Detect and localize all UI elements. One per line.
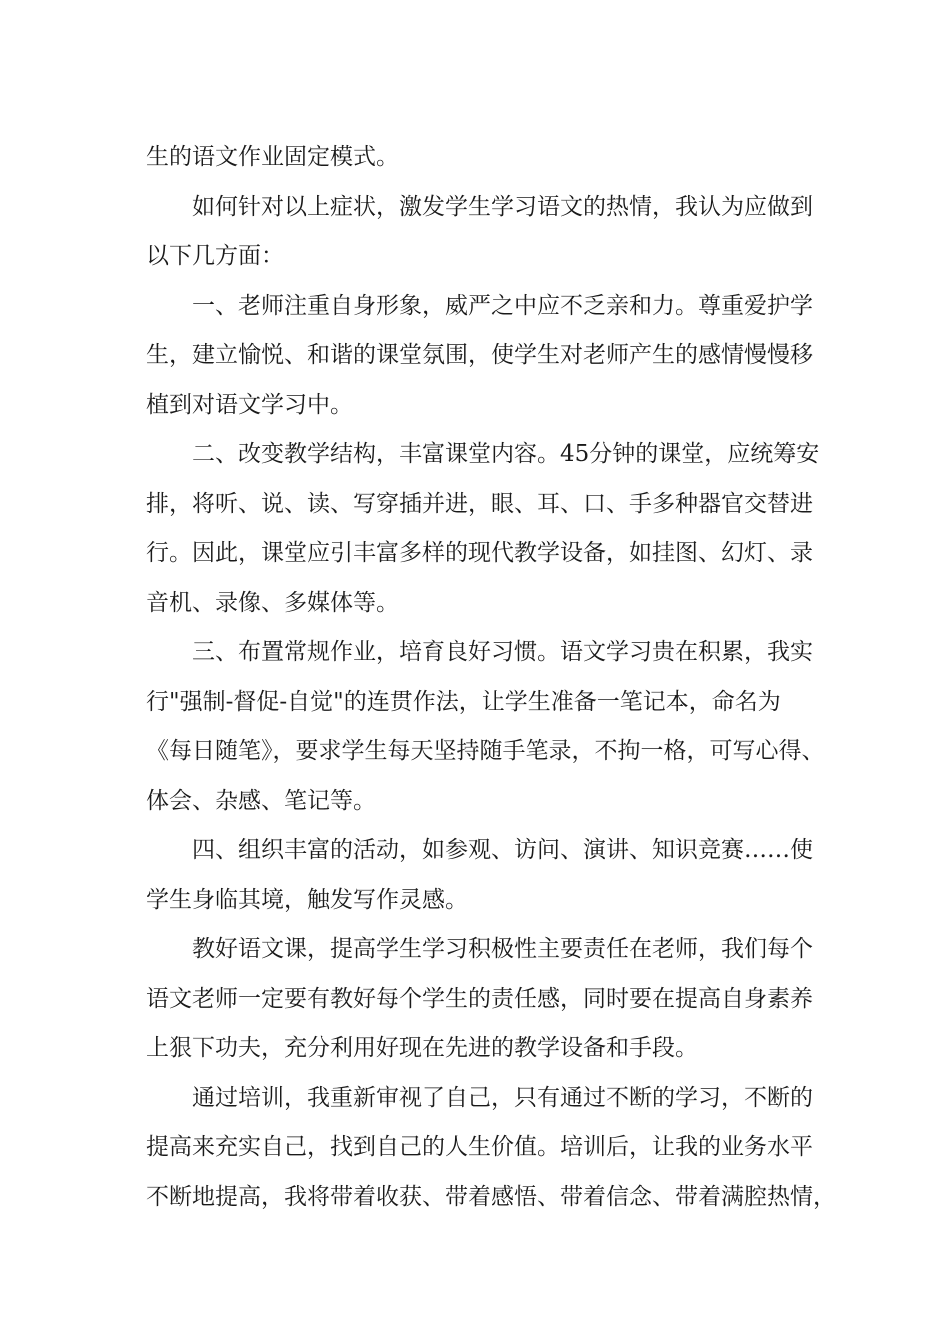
text-line: 二、改变教学结构，丰富课堂内容。45分钟的课堂，应统筹安 <box>192 441 820 467</box>
text-line: 通过培训，我重新审视了自己，只有通过不断的学习，不断的 <box>192 1084 813 1111</box>
text-line: 行"强制-督促-自觉"的连贯作法，让学生准备一笔记本，命名为 <box>146 688 781 715</box>
text-line: 生的语文作业固定模式。 <box>146 144 399 170</box>
text-line: 教好语文课，提高学生学习积极性主要责任在老师，我们每个 <box>192 936 813 962</box>
text-line: 学生身临其境，触发写作灵感。 <box>146 886 468 913</box>
text-line: 排，将听、说、读、写穿插并进，眼、耳、口、手多种器官交替进 <box>146 490 813 517</box>
text-line: 不断地提高，我将带着收获、带着感悟、带着信念、带着满腔热情， <box>146 1183 836 1210</box>
text-line: 音机、录像、多媒体等。 <box>146 589 399 616</box>
text-line: 四、组织丰富的活动，如参观、访问、演讲、知识竞赛……使 <box>192 837 813 863</box>
text-line: 提高来充实自己，找到自己的人生价值。培训后，让我的业务水平 <box>146 1134 813 1160</box>
text-line: 植到对语文学习中。 <box>146 391 353 418</box>
text-line: 体会、杂感、笔记等。 <box>146 787 376 814</box>
text-line: 如何针对以上症状，激发学生学习语文的热情，我认为应做到 <box>192 193 813 220</box>
text-line: 语文老师一定要有教好每个学生的责任感，同时要在提高自身素养 <box>146 985 813 1012</box>
text-line: 一、老师注重自身形象，威严之中应不乏亲和力。尊重爱护学 <box>192 292 813 319</box>
body-text <box>146 133 846 1222</box>
text-line: 生，建立愉悦、和谐的课堂氛围，使学生对老师产生的感情慢慢移 <box>146 342 813 368</box>
text-line: 三、布置常规作业，培育良好习惯。语文学习贵在积累，我实 <box>192 639 813 665</box>
text-line: 以下几方面： <box>146 243 284 269</box>
text-line: 行。因此，课堂应引丰富多样的现代教学设备，如挂图、幻灯、录 <box>146 540 813 566</box>
text-line: 《每日随笔》，要求学生每天坚持随手笔录，不拘一格，可写心得、 <box>146 738 825 764</box>
text-line: 上狠下功夫，充分利用好现在先进的教学设备和手段。 <box>146 1035 698 1061</box>
